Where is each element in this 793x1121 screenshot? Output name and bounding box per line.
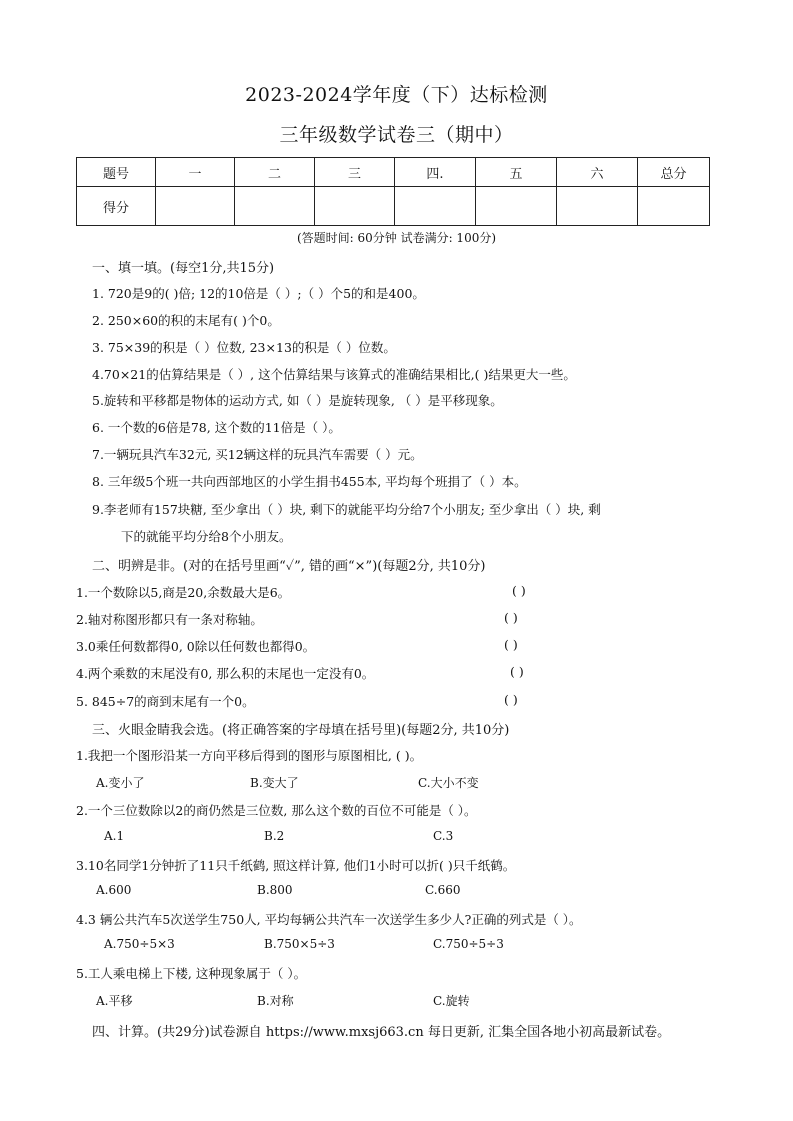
score-table-header-row: [77, 158, 710, 187]
section3-heading: 三、火眼金睛我会选。(将正确答案的字母填在括号里)(每题2分, 共10分): [92, 723, 510, 738]
score-table-score-row: [77, 187, 710, 226]
s3-q2-option-b[interactable]: B.2: [264, 829, 285, 843]
s2-item-1: 1.一个数除以5,商是20,余数最大是6。: [76, 585, 291, 600]
header-cell-total: 总分: [638, 158, 710, 187]
score-cell-1[interactable]: [156, 187, 235, 226]
s3-q5-option-c[interactable]: C.旋转: [433, 994, 470, 1008]
s1-question-9-line2: 下的就能平均分给8个小朋友。: [121, 529, 292, 544]
score-cell-4[interactable]: [395, 187, 476, 226]
s1-question-1: 1. 720是9的( )倍; 12的10倍是（ ）;（ ）个5的和是400。: [92, 286, 425, 301]
header-cell-3: 三: [315, 158, 395, 187]
s1-question-2: 2. 250×60的积的末尾有( )个0。: [92, 313, 280, 328]
s3-question-5: 5.工人乘电梯上下楼, 这种现象属于（ ）。: [76, 966, 307, 981]
header-cell-4: 四.: [395, 158, 476, 187]
s1-question-3: 3. 75×39的积是（ ）位数, 23×13的积是（ ）位数。: [92, 340, 396, 355]
s2-item-2: 2.轴对称图形都只有一条对称轴。: [76, 612, 263, 627]
s1-question-7: 7.一辆玩具汽车32元, 买12辆这样的玩具汽车需要（ ）元。: [92, 447, 423, 462]
header-cell-6: 六: [557, 158, 638, 187]
s1-question-5: 5.旋转和平移都是物体的运动方式, 如（ ）是旋转现象, （ ）是平移现象。: [92, 393, 503, 408]
s3-question-3: 3.10名同学1分钟折了11只千纸鹤, 照这样计算, 他们1小时可以折( )只千纸鹤。: [76, 858, 516, 873]
s2-item-5: 5. 845÷7的商到末尾有一个0。: [76, 694, 255, 709]
score-cell-6[interactable]: [557, 187, 638, 226]
header-cell-1: 一: [156, 158, 235, 187]
s3-q3-option-a[interactable]: A.600: [96, 883, 132, 897]
score-row-label: 得分: [77, 187, 156, 226]
s2-item-3: 3.0乘任何数都得0, 0除以任何数也都得0。: [76, 639, 316, 654]
s3-q1-option-b[interactable]: B.变大了: [250, 776, 299, 790]
exam-info: (答题时间: 60分钟 试卷满分: 100分): [296, 231, 497, 245]
score-cell-total[interactable]: [638, 187, 710, 226]
s3-q1-option-a[interactable]: A.变小了: [96, 776, 145, 790]
s3-question-1: 1.我把一个图形沿某一方向平移后得到的图形与原图相比, ( )。: [76, 748, 423, 763]
section2-heading: 二、明辨是非。(对的在括号里画“✓”, 错的画“×”)(每题2分, 共10分): [92, 559, 486, 574]
header-cell-5: 五: [476, 158, 557, 187]
s1-question-6: 6. 一个数的6倍是78, 这个数的11倍是（ ）。: [92, 420, 341, 435]
s3-question-4: 4.3 辆公共汽车5次送学生750人, 平均每辆公共汽车一次送学生多少人?正确的列式是（ ）。: [76, 912, 582, 927]
section4-heading: 四、计算。(共29分)试卷源自 https://www.mxsj663.cn 每日更新, 汇集全国各地小初高最新试卷。: [92, 1025, 671, 1040]
s3-question-2: 2.一个三位数除以2的商仍然是三位数, 那么这个数的百位不可能是（ ）。: [76, 803, 477, 818]
score-cell-3[interactable]: [315, 187, 395, 226]
s2-answer-paren-5[interactable]: ( ): [504, 692, 518, 707]
s1-question-8: 8. 三年级5个班一共向西部地区的小学生捐书455本, 平均每个班捐了（ ）本。: [92, 474, 527, 489]
score-cell-2[interactable]: [235, 187, 315, 226]
s3-q4-option-b[interactable]: B.750×5÷3: [264, 937, 335, 951]
score-cell-5[interactable]: [476, 187, 557, 226]
s1-question-9-line1: 9.李老师有157块糖, 至少拿出（ ）块, 剩下的就能平均分给7个小朋友; 至少拿出（ ）块, 剩: [92, 502, 601, 517]
s3-q4-option-a[interactable]: A.750÷5×3: [104, 937, 175, 951]
s3-q2-option-a[interactable]: A.1: [104, 829, 125, 843]
exam-title-year: 2023-2024学年度（下）达标检测: [245, 84, 548, 106]
s3-q5-option-b[interactable]: B.对称: [257, 994, 294, 1008]
s2-answer-paren-4[interactable]: ( ): [510, 664, 524, 679]
s3-q3-option-c[interactable]: C.660: [425, 883, 461, 897]
header-cell-2: 二: [235, 158, 315, 187]
section1-heading: 一、填一填。(每空1分,共15分): [92, 261, 275, 276]
s2-answer-paren-1[interactable]: ( ): [512, 583, 526, 598]
s1-question-4: 4.70×21的估算结果是（ ）, 这个估算结果与该算式的准确结果相比,( )结果更大一些。: [92, 367, 576, 382]
s2-item-4: 4.两个乘数的末尾没有0, 那么积的末尾也一定没有0。: [76, 666, 375, 681]
score-table: [76, 157, 710, 226]
s3-q4-option-c[interactable]: C.750÷5÷3: [433, 937, 504, 951]
exam-title-grade: 三年级数学试卷三（期中）: [279, 124, 514, 146]
s3-q2-option-c[interactable]: C.3: [433, 829, 454, 843]
header-cell-tihao: 题号: [77, 158, 156, 187]
s3-q5-option-a[interactable]: A.平移: [96, 994, 133, 1008]
s2-answer-paren-3[interactable]: ( ): [504, 637, 518, 652]
s3-q1-option-c[interactable]: C.大小不变: [418, 776, 479, 790]
s3-q3-option-b[interactable]: B.800: [257, 883, 293, 897]
s2-answer-paren-2[interactable]: ( ): [504, 610, 518, 625]
